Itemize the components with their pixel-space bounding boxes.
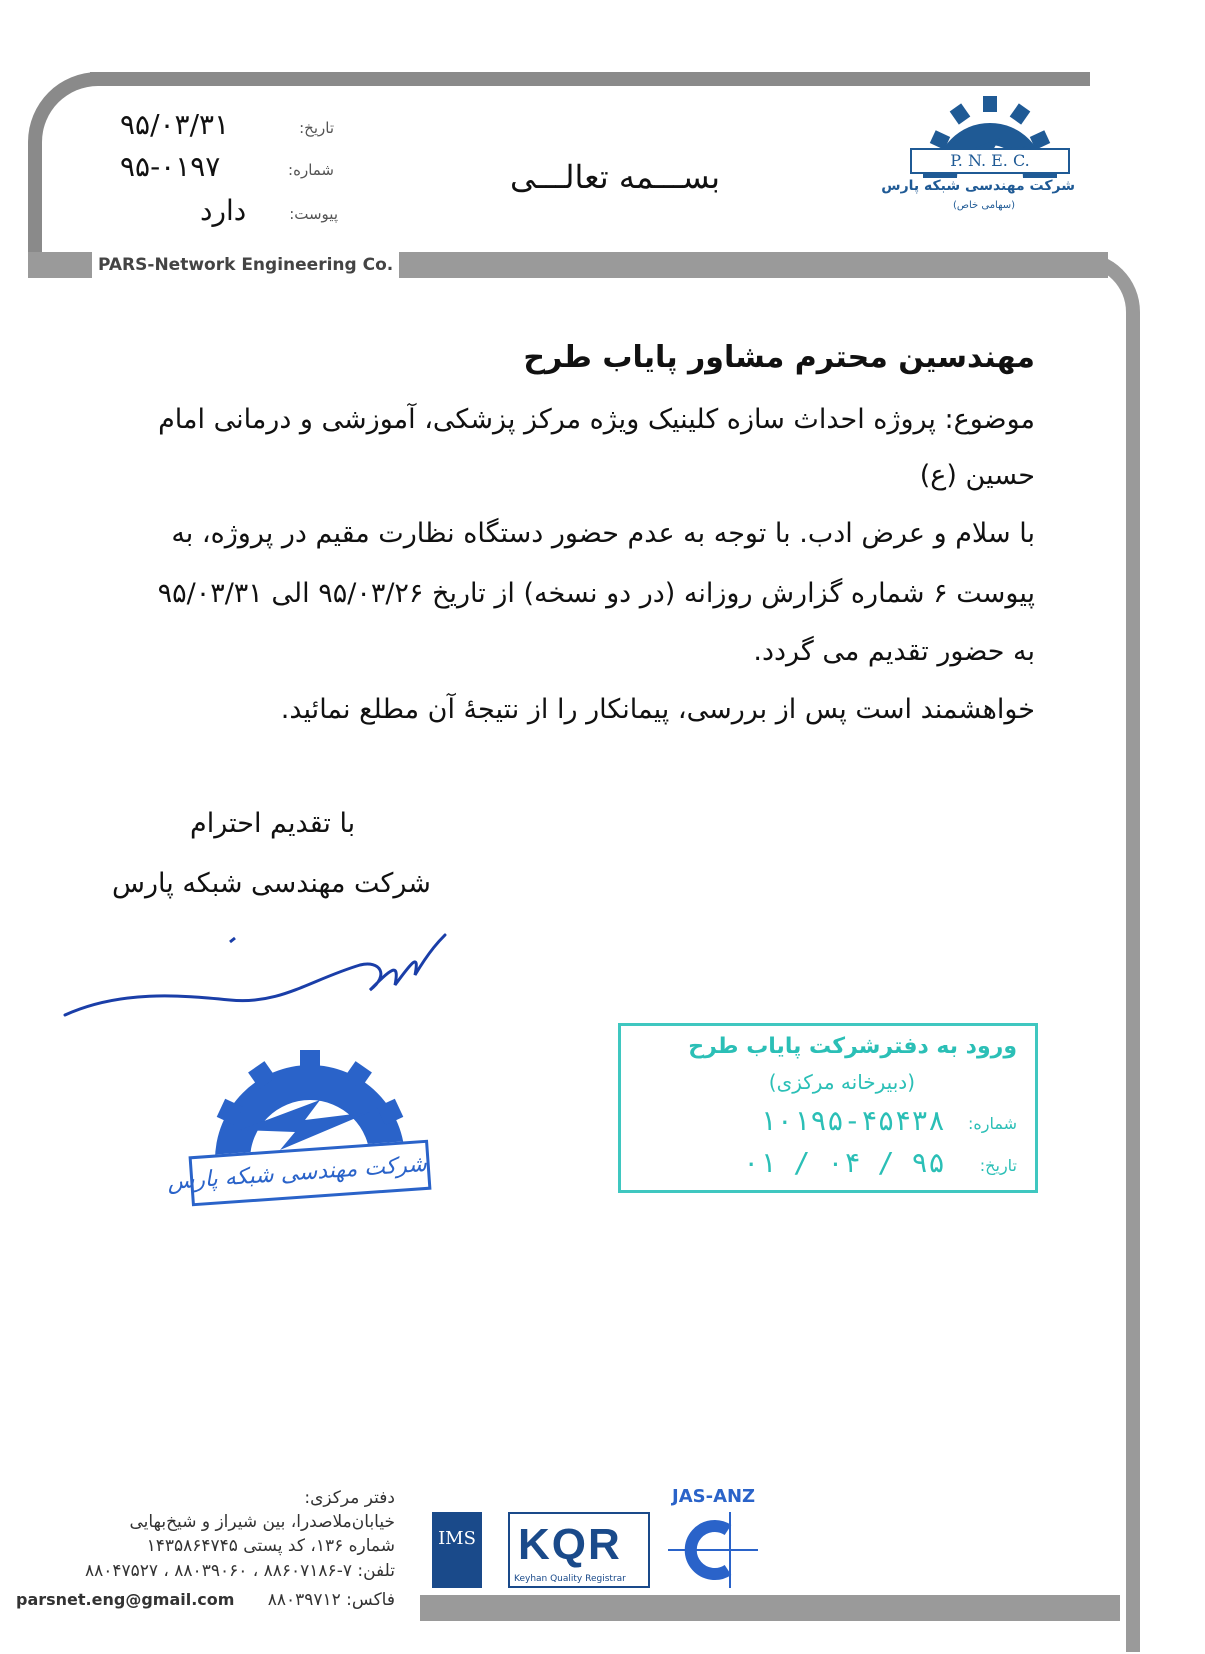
recipient-line: مهندسین محترم مشاور پایاب طرح bbox=[523, 340, 1035, 375]
jas-anz-label: JAS-ANZ bbox=[672, 1486, 756, 1507]
attachment-value: دارد bbox=[200, 194, 247, 227]
kqr-cert-subtext: Keyhan Quality Registrar bbox=[514, 1574, 626, 1584]
receipt-stamp bbox=[618, 1023, 1038, 1193]
ims-cert-text: IMS bbox=[438, 1528, 476, 1549]
number-value: ۹۵-۰۱۹۷ bbox=[120, 150, 221, 183]
number-label: شماره: bbox=[288, 161, 334, 179]
jas-anz-logo-icon bbox=[668, 1512, 758, 1588]
footer-office-label: دفتر مرکزی: bbox=[304, 1488, 395, 1508]
stamp-date-label: تاریخ: bbox=[979, 1156, 1017, 1175]
attachment-label-wrap bbox=[278, 204, 338, 223]
signature-icon bbox=[60, 920, 450, 1030]
kqr-cert-logo bbox=[508, 1512, 650, 1588]
footer-phone: تلفن: ۷-۸۸۶۰۷۱۸۶ ، ۸۸۰۳۹۰۶۰ ، ۸۸۰۴۷۵۲۷ bbox=[84, 1561, 395, 1581]
subject-line-2: حسین (ع) bbox=[919, 460, 1035, 491]
stamp-number-value: ۱۰۱۹۵-۴۵۴۳۸ bbox=[759, 1104, 945, 1137]
logo-sub-fa: (سهامی خاص) bbox=[952, 200, 1015, 211]
paragraph1-line3: به حضور تقدیم می گردد. bbox=[753, 636, 1035, 667]
footer-address-1: خیابان‌ملاصدرا، بین شیراز و شیخ‌بهایی bbox=[129, 1512, 395, 1532]
company-seal bbox=[166, 1030, 440, 1210]
subject-line-1: موضوع: پروژه احداث سازه کلینیک ویژه مرکز پزشکی، آموزشی و درمانی امام bbox=[158, 404, 1035, 435]
company-name-en: PARS-Network Engineering Co. bbox=[92, 252, 399, 278]
date-label: تاریخ: bbox=[299, 119, 334, 137]
stamp-title: ورود به دفترشرکت پایاب طرح bbox=[688, 1034, 1017, 1059]
date-value: ۹۵/۰۳/۳۱ bbox=[120, 108, 230, 141]
closing-company: شرکت مهندسی شبکه پارس bbox=[112, 868, 431, 899]
stamp-subtitle: (دبیرخانه مرکزی) bbox=[768, 1070, 915, 1094]
paragraph2: خواهشمند است پس از بررسی، پیمانکار را از نتیجهٔ آن مطلع نمائید. bbox=[280, 694, 1035, 725]
closing-respect: با تقدیم احترام bbox=[190, 808, 356, 839]
number-label-wrap bbox=[282, 160, 334, 179]
header-frame-bar bbox=[90, 72, 910, 86]
seal-text: شرکت مهندسی شبکه پارس bbox=[189, 1140, 432, 1207]
right-frame bbox=[1050, 252, 1140, 1652]
logo-name-fa: شرکت مهندسی شبکه پارس bbox=[881, 178, 1075, 194]
ims-cert-logo bbox=[432, 1512, 482, 1588]
paragraph1-line1: با سلام و عرض ادب. با توجه به عدم حضور دستگاه نظارت مقیم در پروژه، به bbox=[171, 518, 1035, 549]
footer-email: parsnet.eng@gmail.com bbox=[16, 1590, 235, 1609]
attachment-label: پیوست: bbox=[289, 205, 338, 223]
footer-address-2: شماره ۱۳۶، کد پستی ۱۴۳۵۸۶۴۷۴۵ bbox=[146, 1536, 395, 1556]
stamp-date-value: ۹۵ / ۰۴ / ۰۱ bbox=[742, 1146, 945, 1179]
date-label-wrap bbox=[290, 118, 334, 137]
paragraph1-line2: پیوست ۶ شماره گزارش روزانه (در دو نسخه) از تاریخ ۹۵/۰۳/۲۶ الی ۹۵/۰۳/۳۱ bbox=[157, 578, 1035, 609]
kqr-cert-text: KQR bbox=[518, 1520, 622, 1569]
footer-band bbox=[420, 1595, 1120, 1621]
stamp-number-label: شماره: bbox=[967, 1114, 1017, 1133]
footer-fax: فاکس: ۸۸۰۳۹۷۱۲ bbox=[267, 1590, 395, 1610]
company-logo bbox=[881, 78, 1075, 228]
bismillah-heading: بســـمه تعالـــی bbox=[510, 158, 721, 196]
logo-letters: P. N. E. C. bbox=[910, 148, 1070, 174]
